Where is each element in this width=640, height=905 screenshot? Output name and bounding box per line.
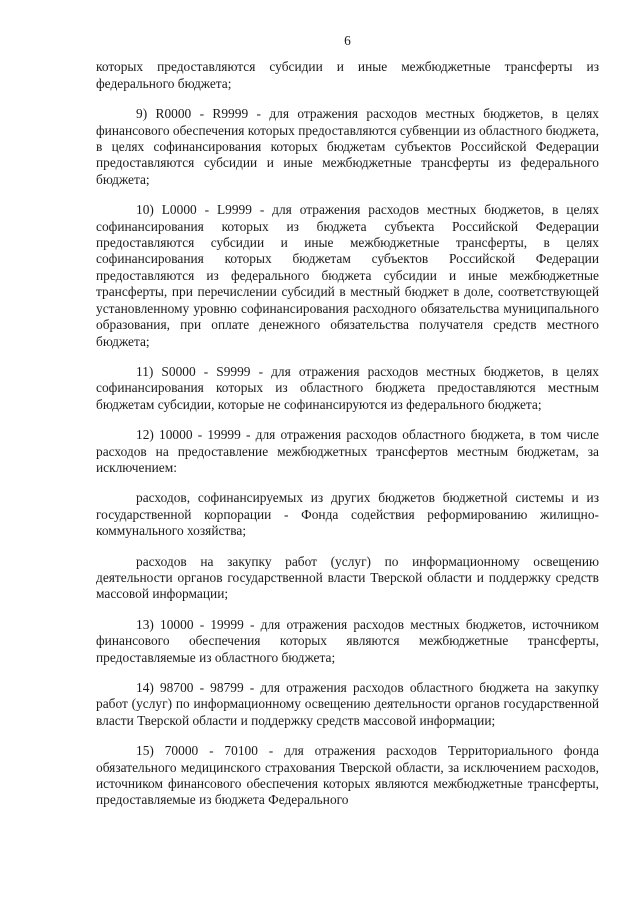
paragraph-item-13: 13) 10000 - 19999 - для отражения расходов местных бюджетов, источником финансового обеспечения которых являются межбюджетные трансферты, предоставляемые из областного бюджета; (96, 616, 599, 665)
paragraph-item-11: 11) S0000 - S9999 - для отражения расходов местных бюджетов, в целях софинансирования которых из областного бюджета предоставляются местным бюджетам субсидии, которые не софинансируются из федерального бюджета; (96, 363, 599, 412)
page-number: 6 (344, 33, 351, 48)
paragraph-continuation: которых предоставляются субсидии и иные межбюджетные трансферты из федерального бюджета; (96, 59, 599, 91)
paragraph-item-9: 9) R0000 - R9999 - для отражения расходов местных бюджетов, в целях финансового обеспечения которых предоставляются субвенции из областного бюджета, в целях софинансирования которых бюджетам субъектов Российской Федерации предоставляются субсидии и иные межбюджетные трансферты из федерального бюджета; (96, 106, 599, 187)
paragraph-item-12: 12) 10000 - 19999 - для отражения расходов областного бюджета, в том числе расходов на предоставление межбюджетных трансфертов местным бюджетам, за исключением: (96, 427, 599, 475)
paragraph-item-10: 10) L0000 - L9999 - для отражения расходов местных бюджетов, в целях софинансирования которых из бюджета субъекта Российской Федерации предоставляются субсидии и иные межбюджетные трансферты, в целях софинансирования которых бюджетам субъектов Российской Федерации предоставляются из федерального бюджета субсидии и иные межбюджетные трансферты, при перечислении субсидий в местный бюджет в доле, соответствующей установленному уровню софинансирования расходного обязательства муниципального образования, при оплате денежного обязательства получателя средств местного бюджета; (96, 202, 599, 349)
paragraph-item-14: 14) 98700 - 98799 - для отражения расходов областного бюджета на закупку работ (услуг) по информационному освещению деятельности органов государственной власти Тверской области и поддержку средств массовой информации; (96, 680, 599, 728)
paragraph-exception-1: расходов, софинансируемых из других бюджетов бюджетной системы и из государственной корпорации - Фонда содействия реформированию жилищно-коммунального хозяйства; (96, 490, 599, 539)
paragraph-item-15: 15) 70000 - 70100 - для отражения расходов Территориального фонда обязательного медицинского страхования Тверской области, за исключением расходов, источником финансового обеспечения которых являются межбюджетные трансферты, предоставляемые из бюджета Федерального (96, 743, 599, 808)
paragraph-exception-2: расходов на закупку работ (услуг) по информационному освещению деятельности органов государственной власти Тверской области и поддержку средств массовой информации; (96, 553, 599, 602)
